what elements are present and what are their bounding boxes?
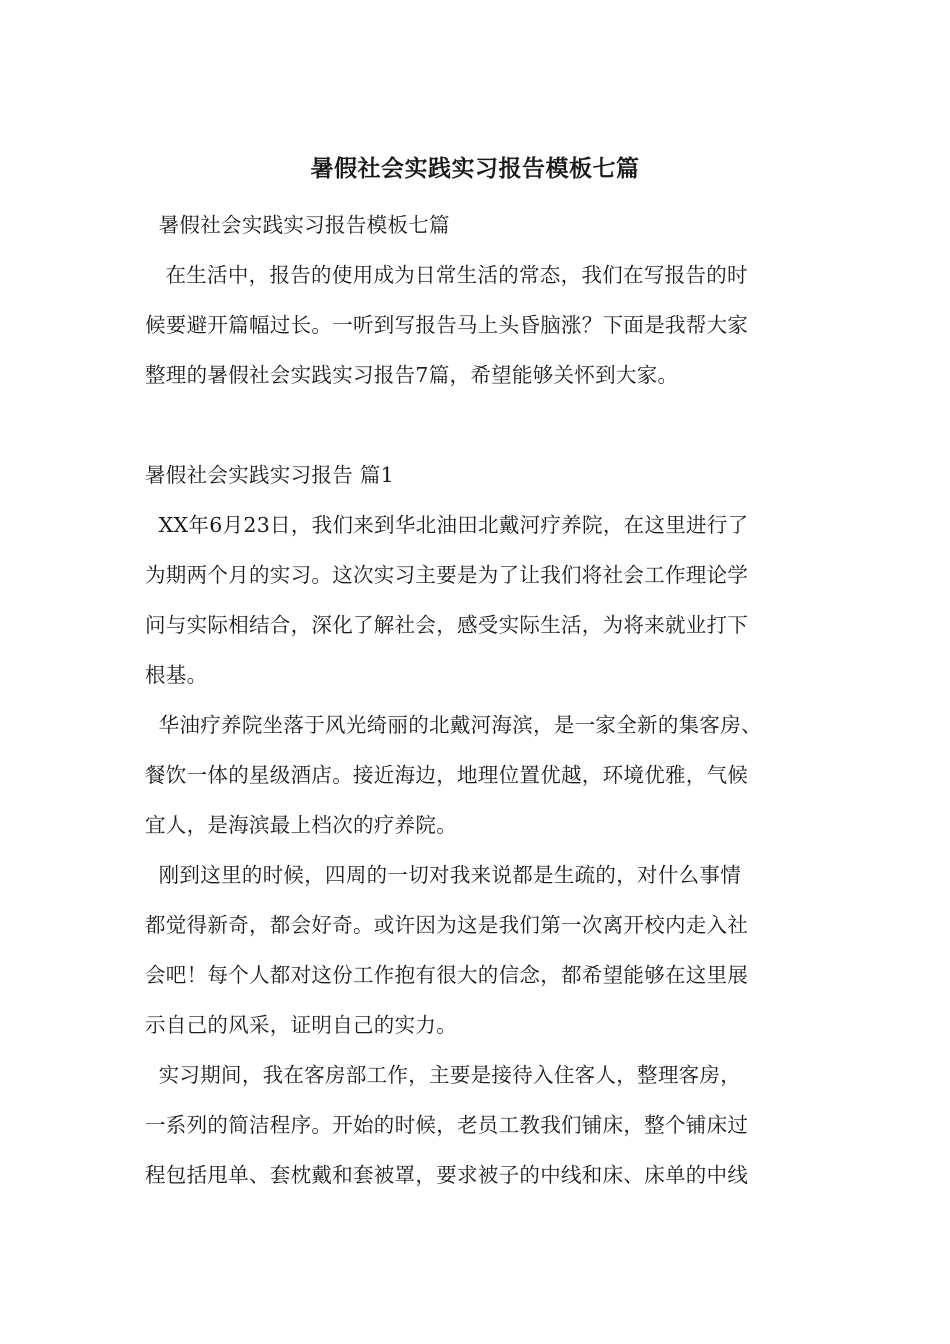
paragraph-line: XX年6月23日，我们来到华北油田北戴河疗养院，在这里进行了 [145, 513, 749, 537]
paragraph-line: 刚到这里的时候，四周的一切对我来说都是生疏的，对什么事情 [145, 863, 742, 887]
paragraph-line: 都觉得新奇，都会好奇。或许因为这是我们第一次离开校内走入社 [145, 913, 749, 937]
intro-line: 整理的暑假社会实践实习报告7篇，希望能够关怀到大家。 [145, 363, 679, 387]
paragraph-line: 会吧！每个人都对这份工作抱有很大的信念，都希望能够在这里展 [145, 963, 749, 987]
paragraph-line: 根基。 [145, 663, 208, 687]
section-heading: 暑假社会实践实习报告 篇1 [145, 463, 394, 487]
document-title: 暑假社会实践实习报告模板七篇 [310, 156, 640, 182]
paragraph-line: 示自己的风采，证明自己的实力。 [145, 1013, 457, 1037]
paragraph-line: 宜人，是海滨最上档次的疗养院。 [145, 813, 457, 837]
paragraph-line: 一系列的简洁程序。开始的时候，老员工教我们铺床，整个铺床过 [145, 1113, 749, 1137]
intro-line: 候要避开篇幅过长。一听到写报告马上头昏脑涨？下面是我帮大家 [145, 313, 749, 337]
intro-line: 在生活中，报告的使用成为日常生活的常态，我们在写报告的时 [145, 263, 748, 287]
subtitle-line: 暑假社会实践实习报告模板七篇 [145, 213, 450, 237]
paragraph-line: 实习期间，我在客房部工作，主要是接待入住客人，整理客房， [145, 1063, 742, 1087]
paragraph-line: 程包括甩单、套枕戴和套被罩，要求被子的中线和床、床单的中线 [145, 1163, 749, 1187]
paragraph-line: 问与实际相结合，深化了解社会，感受实际生活，为将来就业打下 [145, 613, 749, 637]
blank-line [145, 400, 817, 450]
document-body [145, 200, 817, 1200]
paragraph-line: 为期两个月的实习。这次实习主要是为了让我们将社会工作理论学 [145, 563, 749, 587]
paragraph-line: 餐饮一体的星级酒店。接近海边，地理位置优越，环境优雅，气候 [145, 763, 749, 787]
paragraph-line: 华油疗养院坐落于风光绮丽的北戴河海滨，是一家全新的集客房、 [145, 713, 762, 737]
